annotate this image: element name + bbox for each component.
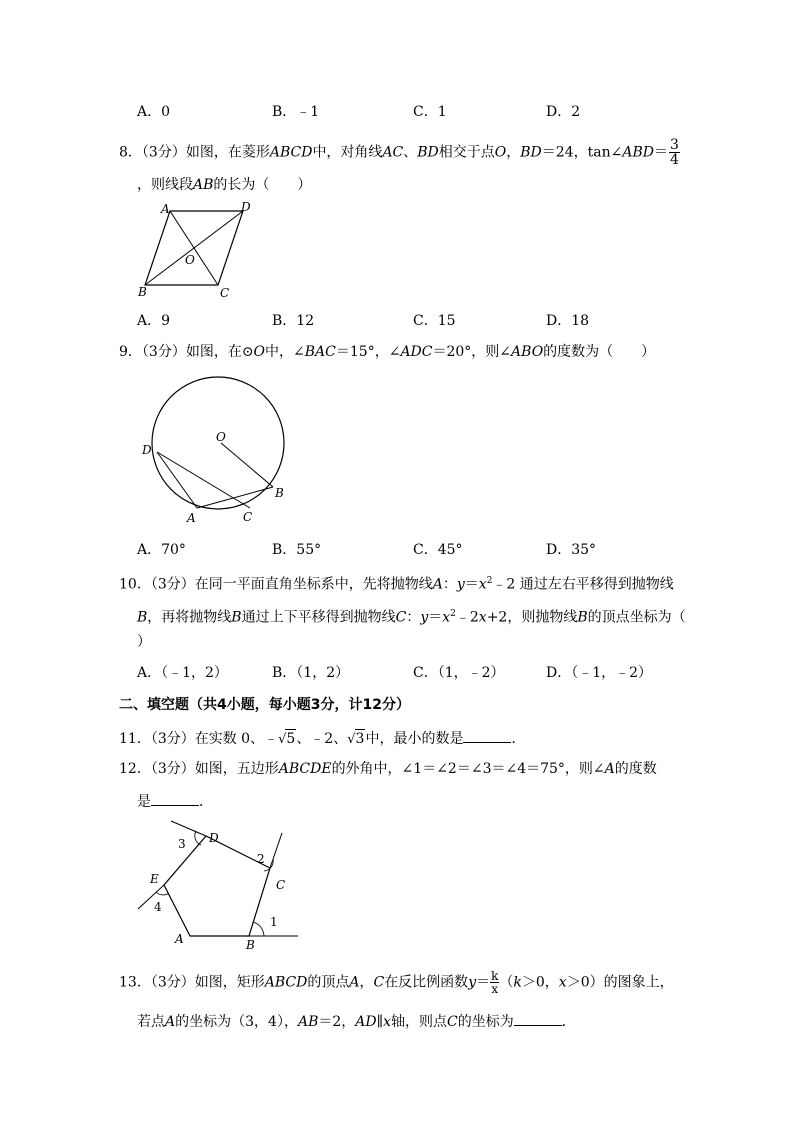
q8-label-d: D <box>241 200 251 214</box>
q9-stem: 9．（3分）如图，在⊙O中，∠BAC＝15°，∠ADC＝20°，则∠ABO的度数为（ ） <box>119 344 656 360</box>
q7-option-d: D．2 <box>546 104 581 120</box>
q13-fraction: $\frac{k}{x}$ <box>491 969 499 996</box>
q13-stem-line2: 若点A的坐标为（3，4），AB＝2，AD∥x轴，则点C的坐标为 ． <box>137 1011 576 1031</box>
q8-option-a: A．9 <box>137 313 171 329</box>
q9-option-b: B．55° <box>272 542 322 558</box>
q8-label-o: O <box>185 253 195 267</box>
q8-label-a: A <box>161 202 170 216</box>
q8-stem-line1: 8．（3分）如图，在菱形ABCD中，对角线AC、BD相交于点O，BD＝24，tan∠ABD＝ $\frac{3}{4}$ <box>119 137 679 168</box>
q11-answer-blank[interactable] <box>463 728 511 743</box>
q9-label-o: O <box>216 430 226 444</box>
q8-option-d: D．18 <box>546 313 590 329</box>
q8-fraction: $\frac{3}{4}$ <box>669 137 679 168</box>
q9-label-d: D <box>142 443 152 457</box>
q9-option-d: D．35° <box>546 542 597 558</box>
q10-stem-line1: 10．（3分）在同一平面直角坐标系中，先将抛物线A：$y=x^2﹣2$ 通过左右平移得到抛物线 <box>119 576 674 593</box>
q12-label-c: C <box>276 878 286 892</box>
q10-stem-line2: B，再将抛物线B通过上下平移得到抛物线C：$y=x^2﹣2x+2$，则抛物线B的顶点坐标为（ <box>137 609 686 626</box>
q12-label-d: D <box>209 831 219 845</box>
q7-option-b: B．﹣1 <box>272 104 320 120</box>
q12-angle-4: 4 <box>154 900 162 914</box>
q12-label-a: A <box>175 932 184 946</box>
q10-option-b: B．（1，2） <box>272 665 350 681</box>
q8-rhombus-figure <box>130 198 270 303</box>
q12-angle-2: 2 <box>257 852 265 866</box>
q12-answer-blank[interactable] <box>151 791 199 806</box>
q13-answer-blank[interactable] <box>514 1011 562 1026</box>
q9-label-c: C <box>243 510 253 524</box>
q10-option-a: A．（﹣1，2） <box>137 665 228 681</box>
q9-label-a: A <box>187 511 196 525</box>
q12-stem-line1: 12．（3分）如图，五边形ABCDE的外角中，∠1＝∠2＝∠3＝∠4＝75°，则∠A的度数 <box>119 761 657 777</box>
q10-option-c: C．（1，﹣2） <box>413 665 505 681</box>
q8-stem-line2: ，则线段AB的长为（ ） <box>137 177 312 193</box>
section-fill-in-blank-heading: 二、填空题（共4小题，每小题3分，计12分） <box>119 697 410 713</box>
q11-stem: 11．（3分）在实数 0、﹣√5、﹣2、√3中，最小的数是 ． <box>119 728 525 749</box>
q8-label-b: B <box>138 285 147 299</box>
q9-circle-figure <box>135 370 295 530</box>
q8-label-c: C <box>220 286 230 300</box>
q9-option-c: C．45° <box>413 542 463 558</box>
q10-stem-line3: ） <box>137 634 151 650</box>
q9-label-b: B <box>275 486 284 500</box>
q8-option-c: C．15 <box>413 313 456 329</box>
q8-option-b: B．12 <box>272 313 315 329</box>
q9-option-a: A．70° <box>137 542 186 558</box>
q12-label-e: E <box>150 872 159 886</box>
q10-option-d: D．（﹣1，﹣2） <box>546 665 653 681</box>
q12-label-b: B <box>246 938 255 952</box>
q7-option-c: C．1 <box>413 104 447 120</box>
q7-option-a: A．0 <box>137 104 171 120</box>
q12-angle-1: 1 <box>270 915 278 929</box>
q12-angle-3: 3 <box>178 837 186 851</box>
q13-stem-line1: 13．（3分）如图，矩形ABCD的顶点A，C在反比例函数y＝ $\frac{k}{x}$ （k＞0，x＞0）的图象上， <box>119 969 674 996</box>
q12-stem-line2: 是 ． <box>137 791 213 811</box>
q12-pentagon-figure <box>130 815 310 955</box>
